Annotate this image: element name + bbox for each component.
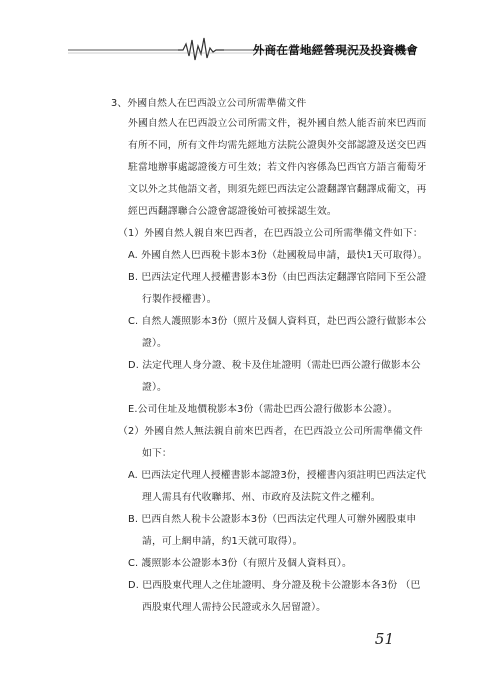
list-item: D. 巴西股東代理人之住址證明、身分證及稅卡公證影本各3份 （巴 — [128, 580, 421, 591]
list-item: E.公司住址及地價稅影本3份（需赴巴西公證行做影本公證）。 — [128, 404, 398, 415]
list-item: C. 自然人護照影本3份（照片及個人資料頁，赴巴西公證行做影本公 — [128, 316, 427, 327]
subsection-heading: （2）外國自然人無法親自前來巴西者，在巴西設立公司所需準備文件 — [118, 426, 423, 437]
list-item-continuation: 證）。 — [142, 382, 167, 393]
list-item: A. 外國自然人巴西稅卡影本3份（赴國稅局申請，最快1天可取得）。 — [128, 250, 428, 261]
list-item: B. 巴西自然人稅卡公證影本3份（巴西法定代理人可辦外國股東申 — [128, 514, 417, 525]
list-item: A. 巴西法定代理人授權書影本認證3份，授權書內須註明巴西法定代 — [128, 470, 427, 481]
list-item: C. 護照影本公證影本3份（有照片及個人資料頁）。 — [128, 558, 352, 569]
list-item-continuation: 證）。 — [142, 338, 167, 349]
paragraph-line: 有所不同，所有文件均需先經地方法院公證與外交部認證及送交巴西 — [128, 140, 427, 151]
page-number: 51 — [374, 630, 394, 648]
section-heading: 3、外國自然人在巴西設立公司所需準備文件 — [111, 98, 307, 109]
paragraph-line: 經巴西翻譯聯合公證會認證後始可被採認生效。 — [128, 206, 337, 217]
page-header — [0, 0, 480, 70]
list-item-continuation: 請，可上網申請，約1天就可取得）。 — [142, 536, 303, 547]
paragraph-line: 文以外之其他語文者，則須先經巴西法定公證翻譯官翻譯成葡文，再 — [128, 184, 427, 195]
header-decoration — [0, 0, 480, 70]
subsection-heading: （1）外國自然人親自來巴西者，在巴西設立公司所需準備文件如下： — [118, 228, 423, 239]
list-item-continuation: 西股東代理人需持公民證或永久居留證）。 — [142, 602, 327, 613]
list-item-continuation: 行製作授權書）。 — [142, 294, 217, 305]
paragraph-line: 外國自然人在巴西設立公司所需文件，視外國自然人能否前來巴西而 — [128, 118, 427, 129]
list-item: B. 巴西法定代理人授權書影本3份（由巴西法定翻譯官陪同下至公證 — [128, 272, 427, 283]
list-item-continuation: 理人需具有代收聯邦、州、市政府及法院文件之權利。 — [142, 492, 381, 503]
header-title: 外商在當地經營現況及投資機會 — [252, 43, 418, 57]
subsection-heading-continuation: 如下： — [142, 448, 172, 459]
paragraph-line: 駐當地辦事處認證後方可生效；若文件內容係為巴西官方語言葡萄牙 — [128, 162, 427, 173]
list-item: D. 法定代理人身分證、稅卡及住址證明（需赴巴西公證行做影本公 — [128, 360, 421, 371]
